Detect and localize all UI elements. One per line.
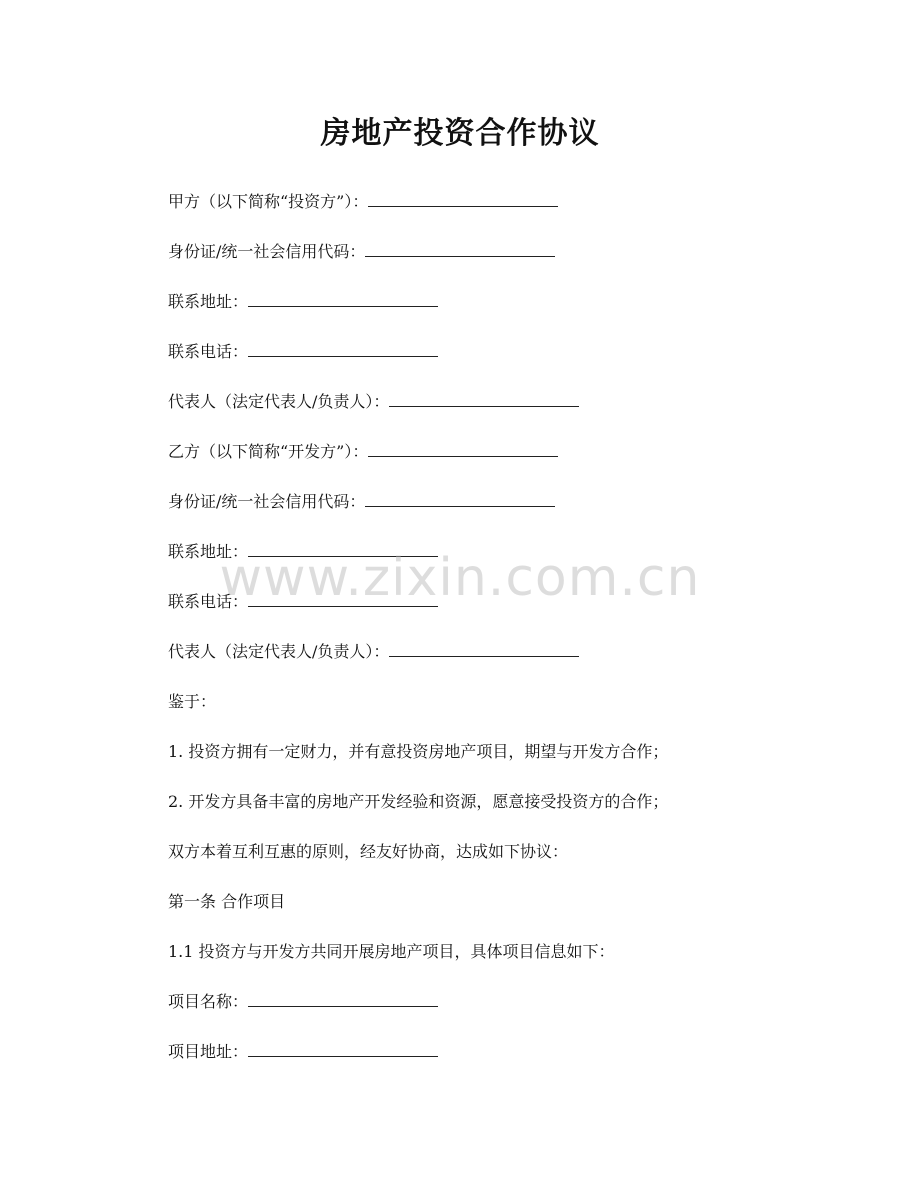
party-b-phone-blank[interactable] (248, 592, 438, 607)
party-b-line (168, 442, 558, 462)
article-1-heading (168, 892, 285, 912)
project-address-label: 项目地址： (168, 1042, 249, 1061)
whereas-label: 鉴于： (168, 692, 217, 711)
project-address-blank[interactable] (248, 1042, 438, 1057)
party-a-id-label: 身份证/统一社会信用代码： (168, 242, 366, 261)
party-b-representative-label: 代表人（法定代表人/负责人）： (168, 642, 390, 661)
party-b-id-blank[interactable] (365, 492, 555, 507)
whereas-item-1-text: 1. 投资方拥有一定财力，并有意投资房地产项目，期望与开发方合作； (168, 742, 669, 761)
article-1-1-text: 1.1 投资方与开发方共同开展房地产项目，具体项目信息如下： (168, 942, 615, 961)
agreement-intro (168, 842, 568, 862)
party-b-id-line (168, 492, 555, 512)
document-title: 房地产投资合作协议 (320, 116, 600, 151)
party-b-phone-label: 联系电话： (168, 592, 249, 611)
party-a-address-label: 联系地址： (168, 292, 249, 311)
agreement-intro-text: 双方本着互利互惠的原则，经友好协商，达成如下协议： (168, 842, 569, 861)
party-b-id-label: 身份证/统一社会信用代码： (168, 492, 366, 511)
article-1-1 (168, 942, 615, 962)
party-a-id-blank[interactable] (365, 242, 555, 257)
party-a-phone-blank[interactable] (248, 342, 438, 357)
party-a-line (168, 192, 558, 212)
project-name-blank[interactable] (248, 992, 438, 1007)
watermark-text: www.zixin.com.cn (219, 548, 701, 608)
party-a-id-line (168, 242, 555, 262)
whereas-item-2-text: 2. 开发方具备丰富的房地产开发经验和资源，愿意接受投资方的合作； (168, 792, 669, 811)
party-a-representative-line (168, 392, 579, 412)
article-1-heading-text: 第一条 合作项目 (168, 892, 286, 911)
party-b-address-label: 联系地址： (168, 542, 249, 561)
whereas-item-2 (168, 792, 668, 812)
party-a-address-line (168, 292, 438, 312)
party-b-representative-line (168, 642, 579, 662)
party-a-phone-label: 联系电话： (168, 342, 249, 361)
party-a-representative-label: 代表人（法定代表人/负责人）： (168, 392, 390, 411)
party-a-blank[interactable] (368, 192, 558, 207)
project-name-line (168, 992, 438, 1012)
project-address-line (168, 1042, 438, 1062)
party-a-phone-line (168, 342, 438, 362)
party-b-address-line (168, 542, 438, 562)
party-b-address-blank[interactable] (248, 542, 438, 557)
party-b-representative-blank[interactable] (389, 642, 579, 657)
party-b-phone-line (168, 592, 438, 612)
party-b-label: 乙方（以下简称“开发方”）： (168, 442, 369, 461)
party-a-address-blank[interactable] (248, 292, 438, 307)
party-a-label: 甲方（以下简称“投资方”）： (168, 192, 369, 211)
whereas-heading (168, 692, 216, 712)
project-name-label: 项目名称： (168, 992, 249, 1011)
party-b-blank[interactable] (368, 442, 558, 457)
whereas-item-1 (168, 742, 668, 762)
party-a-representative-blank[interactable] (389, 392, 579, 407)
